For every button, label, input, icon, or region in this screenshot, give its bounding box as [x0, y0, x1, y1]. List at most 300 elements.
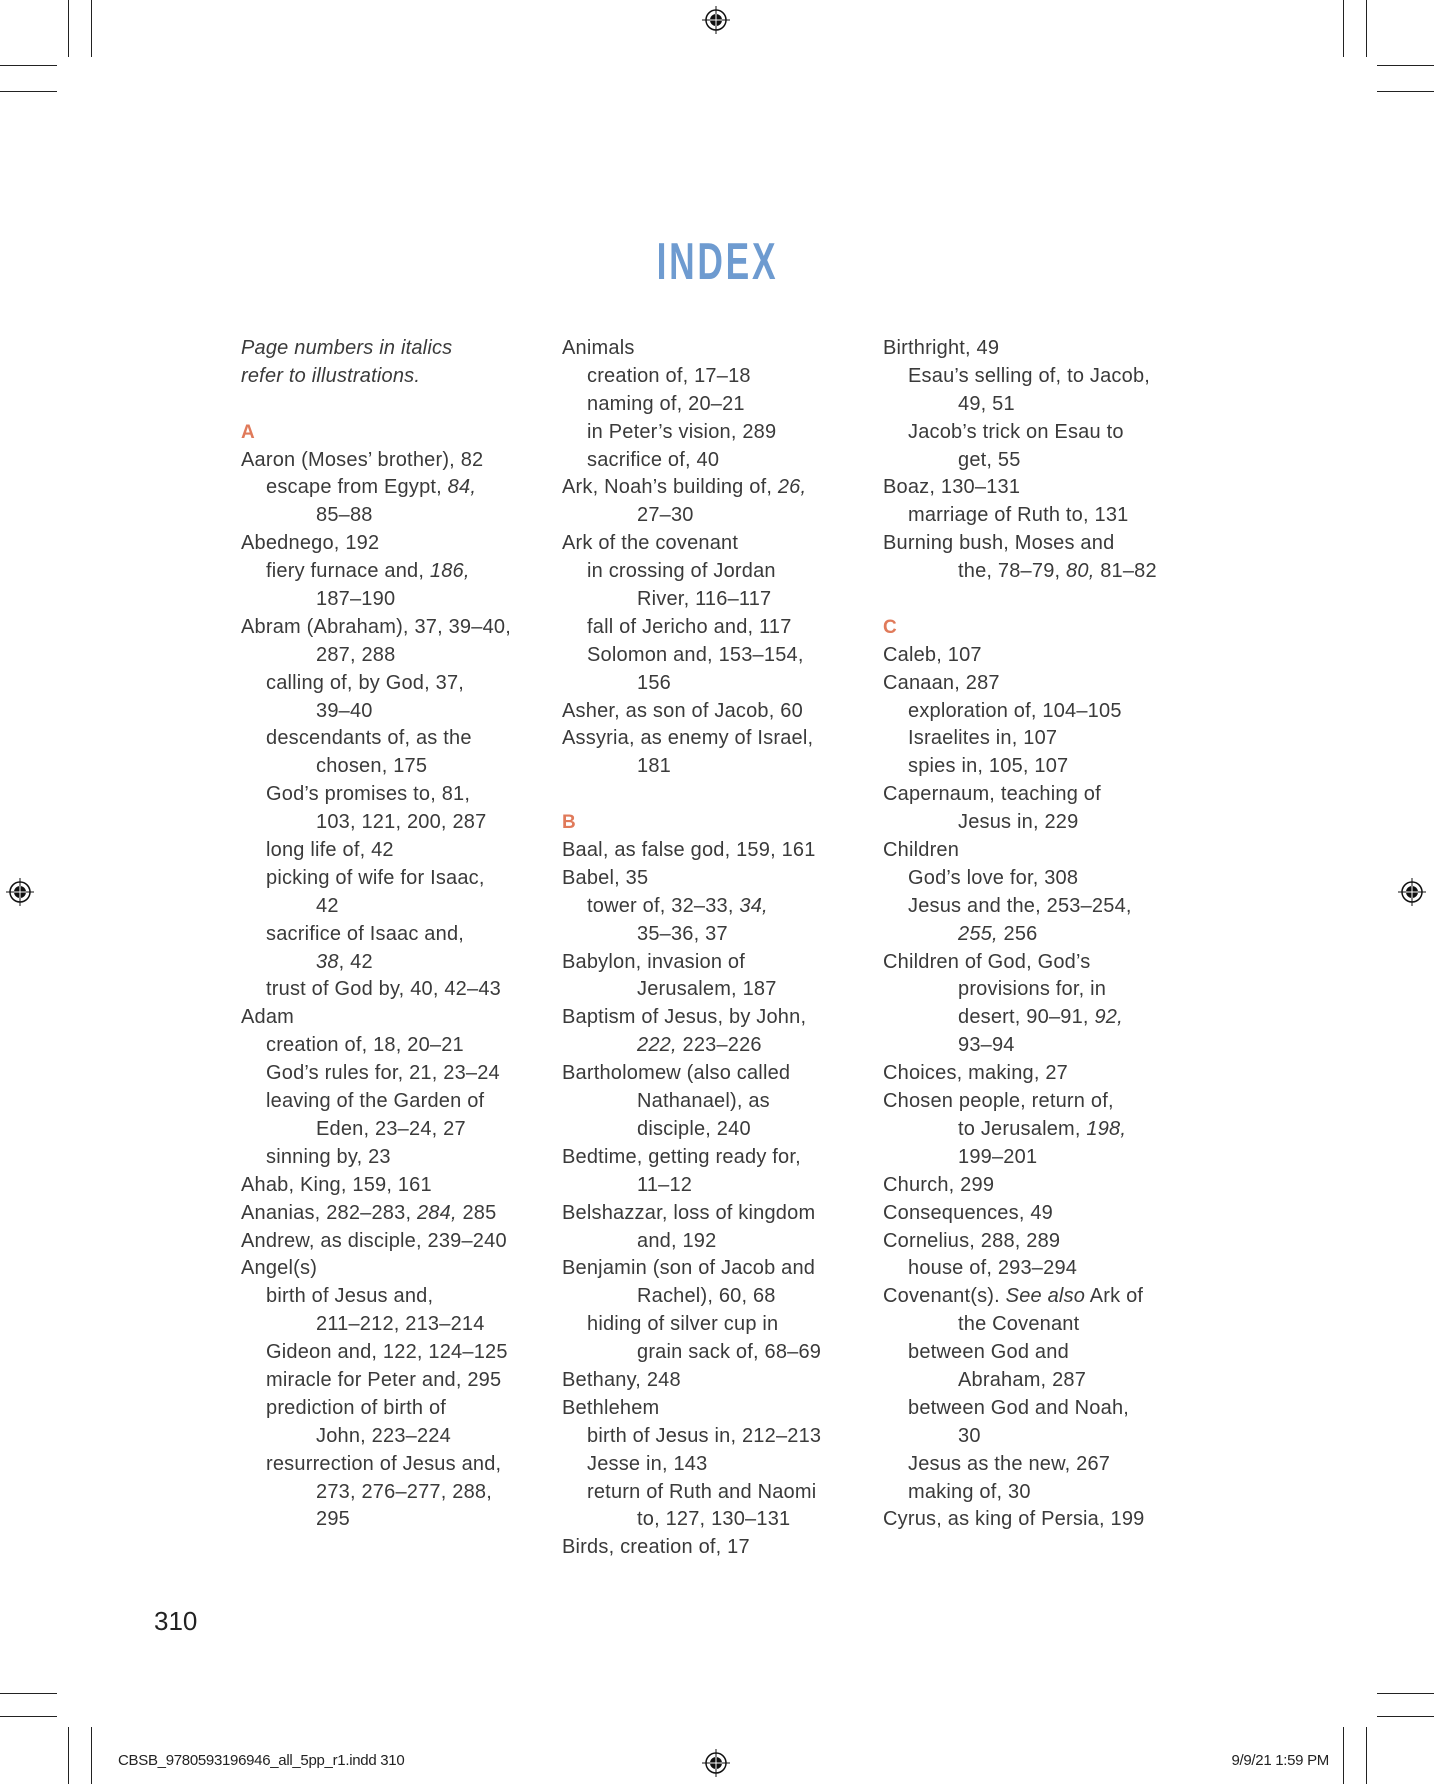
index-entry: [241, 447, 541, 475]
index-continuation: [883, 809, 1183, 837]
index-continuation: [883, 558, 1183, 586]
entry-text: Choices, making, 27: [883, 1062, 1069, 1085]
registration-mark-icon: [1397, 877, 1427, 907]
entry-text: Rachel), 60, 68: [637, 1285, 776, 1308]
index-continuation: [562, 586, 862, 614]
registration-mark-icon: [701, 5, 731, 35]
entry-text: Angel(s): [241, 1257, 318, 1280]
entry-text: Babel, 35: [562, 866, 649, 889]
index-continuation: [883, 1032, 1183, 1060]
index-continuation: [883, 921, 1183, 949]
index-entry: [562, 1367, 862, 1395]
entry-text: calling of, by God, 37,: [266, 671, 465, 694]
entry-text: in crossing of Jordan: [587, 560, 776, 583]
entry-text: 30: [958, 1424, 981, 1447]
entry-text: Caleb, 107: [883, 643, 982, 666]
entry-text: creation of, 17–18: [587, 364, 751, 387]
index-continuation: [241, 1423, 541, 1451]
index-subentry: [883, 1255, 1183, 1283]
entry-text: Jesus as the new, 267: [908, 1452, 1111, 1475]
entry-text: Jesse in, 143: [587, 1452, 708, 1475]
illustration-page-ref: 34,: [739, 894, 768, 917]
index-continuation: [562, 1339, 862, 1367]
illustration-page-ref: 84,: [447, 476, 477, 499]
index-entry: [883, 642, 1183, 670]
index-continuation: [883, 1367, 1183, 1395]
index-entry: [883, 530, 1183, 558]
index-subentry: [883, 363, 1183, 391]
index-entry: [241, 530, 541, 558]
entry-text: 295: [316, 1508, 350, 1531]
index-entry: [883, 837, 1183, 865]
entry-text: Andrew, as disciple, 239–240: [241, 1229, 507, 1252]
crop-mark: [1343, 1727, 1344, 1784]
entry-text: Birds, creation of, 17: [562, 1536, 750, 1559]
index-continuation: [241, 1311, 541, 1339]
index-continuation: [241, 949, 541, 977]
entry-text: Animals: [562, 337, 635, 359]
index-continuation: [562, 1506, 862, 1534]
entry-text: hiding of silver cup in: [587, 1313, 779, 1336]
entry-text: Canaan, 287: [883, 671, 1000, 694]
entry-text: Children of God, God’s: [883, 950, 1091, 973]
index-subentry: [241, 837, 541, 865]
letter-heading: [241, 419, 541, 447]
entry-text: and, 192: [637, 1229, 717, 1252]
index-entry: [562, 1534, 862, 1562]
index-continuation: [562, 502, 862, 530]
entry-text: Birthright, 49: [883, 337, 1000, 359]
entry-text: long life of, 42: [266, 839, 394, 862]
entry-text: Israelites in, 107: [908, 727, 1058, 750]
index-entry: [562, 837, 862, 865]
index-entry: [883, 1228, 1183, 1256]
entry-text: trust of God by, 40, 42–43: [266, 978, 501, 1001]
index-subentry: [883, 1479, 1183, 1507]
entry-text: Jesus in, 229: [958, 811, 1079, 834]
index-subentry: [241, 474, 541, 502]
entry-text: fall of Jericho and, 117: [587, 615, 792, 638]
entry-text: 211–212, 213–214: [316, 1313, 485, 1336]
spacer: [241, 391, 541, 419]
index-subentry: [562, 447, 862, 475]
entry-text: creation of, 18, 20–21: [266, 1034, 464, 1057]
entry-text: Abraham, 287: [958, 1368, 1087, 1391]
entry-text: 39–40: [316, 699, 373, 722]
index-column-1: [241, 335, 541, 1534]
entry-text: B: [562, 812, 576, 834]
entry-text: sinning by, 23: [266, 1145, 391, 1168]
entry-text: Ahab, King, 159, 161: [241, 1173, 432, 1196]
index-entry: [562, 1255, 862, 1283]
entry-text: 223–226: [676, 1034, 762, 1057]
index-continuation: [562, 1283, 862, 1311]
entry-text: between God and: [908, 1341, 1069, 1364]
entry-text: picking of wife for Isaac,: [266, 866, 485, 889]
entry-text: Assyria, as enemy of Israel,: [562, 727, 814, 750]
index-subentry: [241, 1088, 541, 1116]
entry-text: 199–201: [958, 1145, 1038, 1168]
crop-mark: [1377, 1693, 1434, 1694]
entry-text: , 42: [338, 950, 373, 973]
index-subentry: [883, 502, 1183, 530]
index-entry: [241, 1172, 541, 1200]
crop-mark: [0, 65, 57, 66]
entry-text: Bethlehem: [562, 1396, 660, 1419]
index-continuation: [562, 670, 862, 698]
entry-text: Babylon, invasion of: [562, 950, 746, 973]
entry-text: Chosen people, return of,: [883, 1090, 1114, 1113]
entry-text: 35–36, 37: [637, 922, 728, 945]
entry-text: 49, 51: [958, 392, 1015, 415]
index-subentry: [241, 1283, 541, 1311]
index-subentry: [562, 558, 862, 586]
entry-text: 93–94: [958, 1034, 1015, 1057]
index-continuation: [562, 921, 862, 949]
index-subentry: [241, 1339, 541, 1367]
entry-text: Eden, 23–24, 27: [316, 1117, 466, 1140]
index-entry: [883, 781, 1183, 809]
index-entry: [562, 474, 862, 502]
index-column-3: [883, 335, 1183, 1534]
entry-text: Ark of: [1085, 1285, 1144, 1308]
index-entry: [883, 335, 1183, 363]
index-subentry: [241, 1032, 541, 1060]
index-subentry: [241, 1395, 541, 1423]
entry-text: making of, 30: [908, 1480, 1031, 1503]
index-entry: [883, 474, 1183, 502]
index-subentry: [562, 363, 862, 391]
index-entry: [562, 335, 862, 363]
index-subentry: [562, 893, 862, 921]
entry-text: escape from Egypt,: [266, 476, 448, 499]
index-continuation: [241, 753, 541, 781]
crop-mark: [1377, 1716, 1434, 1717]
index-entry: [562, 949, 862, 977]
entry-text: John, 223–224: [316, 1424, 451, 1447]
entry-text: Bedtime, getting ready for,: [562, 1145, 801, 1168]
index-continuation: [883, 1144, 1183, 1172]
page-title: [0, 232, 1434, 292]
entry-text: tower of, 32–33,: [587, 894, 740, 917]
index-subentry: [241, 725, 541, 753]
entry-text: Page numbers in italics: [241, 337, 453, 359]
illustration-page-ref: 222,: [637, 1034, 677, 1057]
index-entry: [562, 698, 862, 726]
entry-text: Capernaum, teaching of: [883, 783, 1101, 806]
entry-text: 256: [997, 922, 1038, 945]
index-continuation: [241, 642, 541, 670]
index-subentry: [241, 976, 541, 1004]
entry-text: Abednego, 192: [241, 532, 380, 555]
index-entry: [562, 530, 862, 558]
index-subentry: [883, 893, 1183, 921]
entry-text: Jerusalem, 187: [637, 978, 777, 1001]
entry-text: Aaron (Moses’ brother), 82: [241, 448, 484, 471]
index-continuation: [241, 1506, 541, 1534]
entry-text: God’s promises to, 81,: [266, 783, 471, 806]
index-entry: [562, 1200, 862, 1228]
illustration-page-ref: 255,: [958, 922, 998, 945]
entry-text: resurrection of Jesus and,: [266, 1452, 502, 1475]
slug-datetime: 9/9/21 1:59 PM: [1231, 1752, 1329, 1769]
index-subentry: [562, 614, 862, 642]
index-note: [241, 335, 541, 363]
entry-text: Baal, as false god, 159, 161: [562, 839, 816, 862]
index-subentry: [562, 391, 862, 419]
index-entry: [241, 614, 541, 642]
entry-text: Ark of the covenant: [562, 532, 739, 555]
entry-text: grain sack of, 68–69: [637, 1341, 822, 1364]
entry-text: Ananias, 282–283,: [241, 1201, 417, 1224]
page-number: 310: [154, 1606, 198, 1636]
entry-text: desert, 90–91,: [958, 1006, 1095, 1029]
entry-text: get, 55: [958, 448, 1021, 471]
entry-text: refer to illustrations.: [241, 364, 421, 387]
index-entry: [241, 1200, 541, 1228]
entry-text: Adam: [241, 1006, 295, 1029]
index-subentry: [883, 753, 1183, 781]
index-continuation: [562, 1172, 862, 1200]
index-continuation: [883, 1116, 1183, 1144]
entry-text: 156: [637, 671, 671, 694]
index-subentry: [883, 1395, 1183, 1423]
illustration-page-ref: 38: [316, 950, 339, 973]
entry-text: Ark, Noah’s building of,: [562, 476, 778, 499]
entry-text: chosen, 175: [316, 755, 428, 778]
entry-text: spies in, 105, 107: [908, 755, 1069, 778]
index-continuation: [241, 502, 541, 530]
index-entry: [883, 1506, 1183, 1534]
entry-text: Cyrus, as king of Persia, 199: [883, 1508, 1145, 1531]
index-subentry: [883, 725, 1183, 753]
entry-text: sacrifice of Isaac and,: [266, 922, 465, 945]
index-subentry: [241, 670, 541, 698]
index-continuation: [562, 1116, 862, 1144]
entry-text: 181: [637, 755, 671, 778]
entry-text: River, 116–117: [637, 588, 772, 611]
entry-text: the Covenant: [958, 1313, 1080, 1336]
entry-text: 103, 121, 200, 287: [316, 811, 487, 834]
index-subentry: [883, 865, 1183, 893]
entry-text: Nathanael), as: [637, 1090, 770, 1113]
entry-text: Boaz, 130–131: [883, 476, 1021, 499]
entry-text: C: [883, 616, 897, 638]
entry-text: provisions for, in: [958, 978, 1107, 1001]
crop-mark: [91, 0, 92, 57]
index-subentry: [241, 865, 541, 893]
index-entry: [241, 1004, 541, 1032]
entry-text: 285: [456, 1201, 497, 1224]
index-subentry: [562, 1311, 862, 1339]
index-continuation: [562, 753, 862, 781]
crop-mark: [1366, 1727, 1367, 1784]
index-continuation: [241, 1116, 541, 1144]
entry-text: return of Ruth and Naomi: [587, 1480, 817, 1503]
entry-text: in Peter’s vision, 289: [587, 420, 777, 443]
index-continuation: [883, 1311, 1183, 1339]
entry-text: Esau’s selling of, to Jacob,: [908, 364, 1151, 387]
entry-text: 27–30: [637, 504, 694, 527]
entry-text: sacrifice of, 40: [587, 448, 720, 471]
crop-mark: [68, 1727, 69, 1784]
crop-mark: [1366, 0, 1367, 57]
entry-text: between God and Noah,: [908, 1396, 1130, 1419]
index-entry: [562, 1060, 862, 1088]
crop-mark: [1377, 91, 1434, 92]
index-subentry: [241, 558, 541, 586]
crop-mark: [68, 0, 69, 57]
entry-text: A: [241, 421, 255, 443]
crop-mark: [0, 1693, 57, 1694]
spacer: [562, 781, 862, 809]
entry-text: 287, 288: [316, 643, 396, 666]
index-entry: [883, 1200, 1183, 1228]
entry-text: marriage of Ruth to, 131: [908, 504, 1129, 527]
crop-mark: [0, 91, 57, 92]
index-continuation: [883, 391, 1183, 419]
entry-text: 187–190: [316, 588, 396, 611]
index-entry: [562, 865, 862, 893]
entry-text: birth of Jesus in, 212–213: [587, 1424, 822, 1447]
index-continuation: [562, 1032, 862, 1060]
index-entry: [562, 1004, 862, 1032]
crop-mark: [91, 1727, 92, 1784]
entry-text: Belshazzar, loss of kingdom: [562, 1201, 816, 1224]
entry-text: Bethany, 248: [562, 1368, 681, 1391]
illustration-page-ref: 186,: [429, 560, 470, 583]
entry-text: to Jerusalem,: [958, 1117, 1087, 1140]
index-note: [241, 363, 541, 391]
registration-mark-icon: [701, 1748, 731, 1778]
crop-mark: [1377, 65, 1434, 66]
index-entry: [241, 1228, 541, 1256]
entry-text: God’s rules for, 21, 23–24: [266, 1062, 500, 1085]
index-continuation: [883, 976, 1183, 1004]
spacer: [883, 586, 1183, 614]
crop-mark: [1343, 0, 1344, 57]
index-continuation: [883, 1423, 1183, 1451]
index-subentry: [241, 781, 541, 809]
entry-text: Children: [883, 839, 960, 862]
index-subentry: [241, 1451, 541, 1479]
index-subentry: [241, 1144, 541, 1172]
entry-text: God’s love for, 308: [908, 866, 1079, 889]
entry-text: the, 78–79,: [958, 560, 1067, 583]
crop-mark: [0, 1716, 57, 1717]
index-subentry: [562, 1479, 862, 1507]
entry-text: naming of, 20–21: [587, 392, 745, 415]
index-subentry: [241, 1060, 541, 1088]
index-subentry: [883, 1451, 1183, 1479]
index-entry: [883, 1283, 1183, 1311]
index-subentry: [562, 419, 862, 447]
entry-text: Gideon and, 122, 124–125: [266, 1341, 508, 1364]
entry-text: miracle for Peter and, 295: [266, 1368, 502, 1391]
illustration-page-ref: 26,: [777, 476, 807, 499]
entry-text: 85–88: [316, 504, 373, 527]
letter-heading: [883, 614, 1183, 642]
illustration-page-ref: 92,: [1094, 1006, 1123, 1029]
index-entry: [883, 1172, 1183, 1200]
index-entry: [562, 725, 862, 753]
entry-text: prediction of birth of: [266, 1396, 447, 1419]
index-continuation: [883, 447, 1183, 475]
index-entry: [241, 1255, 541, 1283]
entry-text: 11–12: [637, 1173, 693, 1196]
entry-text: Jesus and the, 253–254,: [908, 894, 1132, 917]
entry-text: Cornelius, 288, 289: [883, 1229, 1061, 1252]
entry-text: birth of Jesus and,: [266, 1285, 434, 1308]
index-entry: [562, 1144, 862, 1172]
index-continuation: [562, 976, 862, 1004]
index-subentry: [562, 642, 862, 670]
illustration-page-ref: See also: [1005, 1285, 1086, 1308]
index-subentry: [883, 1339, 1183, 1367]
index-entry: [883, 670, 1183, 698]
index-entry: [883, 1060, 1183, 1088]
index-continuation: [883, 1004, 1183, 1032]
letter-heading: [562, 809, 862, 837]
entry-text: 273, 276–277, 288,: [316, 1480, 492, 1503]
index-continuation: [562, 1088, 862, 1116]
entry-text: exploration of, 104–105: [908, 699, 1122, 722]
index-entry: [562, 1395, 862, 1423]
entry-text: Covenant(s).: [883, 1285, 1006, 1308]
index-subentry: [562, 1423, 862, 1451]
entry-text: Burning bush, Moses and: [883, 532, 1115, 555]
index-subentry: [883, 698, 1183, 726]
index-column-2: [562, 335, 862, 1562]
entry-text: 81–82: [1094, 560, 1157, 583]
entry-text: Asher, as son of Jacob, 60: [562, 699, 803, 722]
entry-text: house of, 293–294: [908, 1257, 1078, 1280]
index-subentry: [241, 921, 541, 949]
entry-text: Church, 299: [883, 1173, 995, 1196]
entry-text: descendants of, as the: [266, 727, 472, 750]
entry-text: Baptism of Jesus, by John,: [562, 1006, 807, 1029]
entry-text: Solomon and, 153–154,: [587, 643, 804, 666]
index-continuation: [241, 809, 541, 837]
entry-text: Benjamin (son of Jacob and: [562, 1257, 816, 1280]
entry-text: 42: [316, 894, 339, 917]
illustration-page-ref: 284,: [416, 1201, 457, 1224]
index-continuation: [241, 586, 541, 614]
index-continuation: [241, 1479, 541, 1507]
index-entry: [883, 949, 1183, 977]
entry-text: Abram (Abraham), 37, 39–40,: [241, 615, 511, 638]
registration-mark-icon: [5, 877, 35, 907]
index-entry: [883, 1088, 1183, 1116]
entry-text: disciple, 240: [637, 1117, 751, 1140]
index-continuation: [241, 698, 541, 726]
entry-text: Bartholomew (also called: [562, 1062, 791, 1085]
illustration-page-ref: 80,: [1066, 560, 1095, 583]
slug-filename: CBSB_9780593196946_all_5pp_r1.indd 310: [118, 1752, 405, 1769]
illustration-page-ref: 198,: [1086, 1117, 1127, 1140]
entry-text: fiery furnace and,: [266, 560, 430, 583]
entry-text: Jacob’s trick on Esau to: [908, 420, 1124, 443]
index-subentry: [241, 1367, 541, 1395]
index-continuation: [562, 1228, 862, 1256]
entry-text: leaving of the Garden of: [266, 1090, 485, 1113]
index-continuation: [241, 893, 541, 921]
page-title-text: INDEX: [656, 233, 778, 291]
index-subentry: [883, 419, 1183, 447]
entry-text: Consequences, 49: [883, 1201, 1053, 1224]
index-subentry: [562, 1451, 862, 1479]
entry-text: to, 127, 130–131: [637, 1508, 791, 1531]
